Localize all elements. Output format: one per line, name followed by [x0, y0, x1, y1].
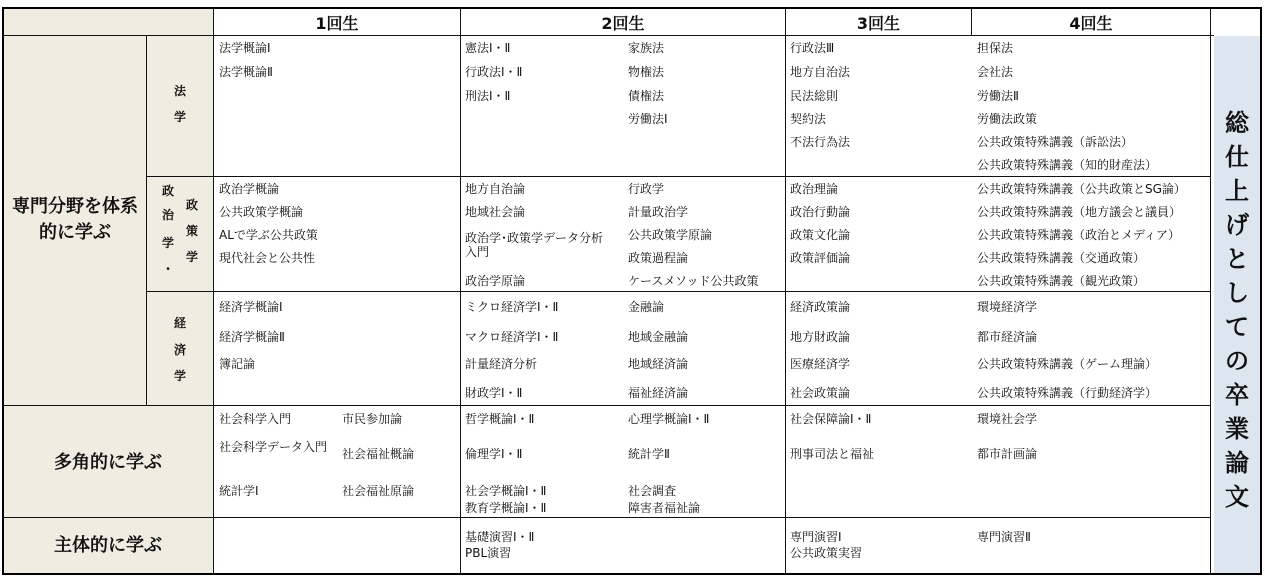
active-y2-0: 基礎演習Ⅰ・Ⅱ [465, 530, 535, 544]
multi-y3-0: 社会保障論Ⅰ・Ⅱ [790, 412, 872, 426]
law-y4-3: 労働法政策 [977, 112, 1038, 126]
pol-y3-1: 政治行動論 [790, 205, 851, 219]
hline-senmon-multi [3, 405, 1210, 406]
vline-y4-thesis [1210, 9, 1211, 574]
thesis-char-2: 上 [1225, 177, 1249, 205]
pol-y2b-1: 計量政治学 [628, 205, 689, 219]
multi-y2a-2: 社会学概論Ⅰ・Ⅱ [465, 484, 547, 498]
header-corner [3, 9, 213, 35]
eco-y2a-1: マクロ経済学Ⅰ・Ⅱ [465, 330, 559, 344]
pol-y1-1: 公共政策学概論 [219, 205, 304, 219]
active-y3-0: 専門演習Ⅰ [790, 530, 842, 544]
active-y2-1: PBL演習 [465, 546, 512, 560]
field-keizai-label-0: 経 [173, 316, 186, 330]
thesis-char-11: 文 [1225, 483, 1249, 511]
category-senmon-label: 専門分野を体系的に学ぶ [12, 196, 138, 243]
category-takaku-label: 多角的に学ぶ [54, 452, 162, 473]
pol-y3-2: 政策文化論 [790, 228, 851, 242]
law-y2a-1: 行政法Ⅰ・Ⅱ [465, 65, 523, 79]
header-year-2: 2回生 [601, 13, 645, 33]
multi-y3-1: 刑事司法と福祉 [790, 447, 875, 461]
multi-y2b-3: 障害者福祉論 [628, 501, 701, 515]
multi-y1b-0: 市民参加論 [342, 412, 403, 426]
eco-y2b-3: 福祉経済論 [628, 386, 689, 400]
vline-field-y1 [213, 9, 214, 574]
eco-y3-2: 医療経済学 [790, 357, 851, 371]
category-shutai-label: 主体的に学ぶ [54, 535, 162, 556]
eco-y2b-2: 地域経済論 [628, 357, 689, 371]
law-y4-2: 労働法Ⅱ [977, 89, 1019, 103]
vline-left [2, 7, 4, 575]
eco-y4-3: 公共政策特殊講義（行動経済学） [977, 386, 1158, 400]
pol-y2a-3: 政治学原論 [465, 274, 526, 288]
hline-pol-eco [147, 291, 1210, 292]
multi-y2b-0: 心理学概論Ⅰ・Ⅱ [628, 412, 710, 426]
law-y4-5: 公共政策特殊講義（知的財産法） [977, 158, 1158, 172]
thesis-char-1: 仕 [1225, 143, 1249, 171]
pol-y1-0: 政治学概論 [219, 182, 280, 196]
hline-multi-active [3, 517, 1210, 518]
thesis-char-3: げ [1225, 211, 1249, 239]
pol-y4-1: 公共政策特殊講義（地方議会と議員） [977, 205, 1182, 219]
eco-y1-2: 簿記論 [219, 357, 256, 371]
law-y1-0: 法学概論Ⅰ [219, 41, 271, 55]
field-keizai-label-2: 学 [173, 369, 186, 383]
multi-y2b-1: 統計学Ⅱ [628, 447, 670, 461]
thesis-char-6: て [1225, 313, 1249, 341]
eco-y2a-3: 財政学Ⅰ・Ⅱ [465, 386, 523, 400]
eco-y2b-0: 金融論 [628, 300, 665, 314]
field-hou-label-0: 法 [173, 84, 186, 98]
multi-y2a-1: 倫理学Ⅰ・Ⅱ [465, 447, 523, 461]
field-seisaku-label-0: 政 [185, 198, 198, 212]
pol-y2a-1: 地域社会論 [465, 205, 526, 219]
eco-y2a-0: ミクロ経済学Ⅰ・Ⅱ [465, 300, 559, 314]
vline-y3-y4 [971, 9, 972, 36]
multi-y4-0: 環境社会学 [977, 412, 1038, 426]
field-seisaku-label-2: 学 [185, 250, 198, 264]
pol-y4-0: 公共政策特殊講義（公共政策とSG論） [977, 182, 1186, 196]
law-y2a-0: 憲法Ⅰ・Ⅱ [465, 41, 511, 55]
law-y3-0: 行政法Ⅲ [790, 41, 835, 55]
field-seiji-label-1: 治 [161, 208, 174, 222]
thesis-char-9: 業 [1225, 415, 1249, 443]
pol-y4-2: 公共政策特殊講義（政治とメディア） [977, 228, 1181, 242]
field-seiji-label-2: 学 [161, 236, 174, 250]
law-y4-4: 公共政策特殊講義（訴訟法） [977, 135, 1134, 149]
header-year-1: 1回生 [315, 13, 359, 33]
vline-right [1260, 7, 1262, 575]
thesis-char-7: の [1225, 347, 1249, 375]
eco-y3-1: 地方財政論 [790, 330, 851, 344]
pol-y4-3: 公共政策特殊講義（交通政策） [977, 251, 1146, 265]
active-y3-1: 公共政策実習 [790, 546, 863, 560]
field-seiji-label-0: 政 [161, 184, 174, 198]
active-y4-0: 専門演習Ⅱ [977, 530, 1031, 544]
field-keizai-label-1: 済 [173, 343, 186, 357]
pol-y2a-0: 地方自治論 [465, 182, 526, 196]
eco-y4-0: 環境経済学 [977, 300, 1038, 314]
multi-y2b-2: 社会調査 [628, 484, 677, 498]
multi-y1b-2: 社会福祉原論 [342, 484, 415, 498]
eco-y3-3: 社会政策論 [790, 386, 851, 400]
multi-y4-1: 都市計画論 [977, 447, 1038, 461]
vline-y2-y3 [785, 9, 786, 574]
thesis-char-8: 卒 [1225, 381, 1249, 409]
pol-y2b-4: ケースメソッド公共政策 [628, 274, 759, 288]
pol-y4-4: 公共政策特殊講義（観光政策） [977, 274, 1146, 288]
multi-y1a-0: 社会科学入門 [219, 412, 292, 426]
eco-y3-0: 経済政策論 [790, 300, 851, 314]
hline-bottom [3, 573, 1262, 575]
pol-y2a-2: 政治学･政策学データ分析入門 [465, 231, 604, 259]
thesis-char-5: し [1225, 279, 1249, 307]
eco-y1-1: 経済学概論Ⅱ [219, 330, 285, 344]
eco-y2a-2: 計量経済分析 [465, 357, 538, 371]
pol-y3-0: 政治理論 [790, 182, 839, 196]
law-y2b-1: 物権法 [628, 65, 665, 79]
eco-y4-1: 都市経済論 [977, 330, 1038, 344]
law-y4-0: 担保法 [977, 41, 1014, 55]
law-y2b-2: 債権法 [628, 89, 665, 103]
multi-y1a-1: 社会科学データ入門 [219, 440, 328, 454]
eco-y1-0: 経済学概論Ⅰ [219, 300, 283, 314]
pol-y2b-2: 公共政策学原論 [628, 228, 713, 242]
thesis-char-0: 総 [1225, 109, 1249, 137]
pol-y2b-3: 政策過程論 [628, 251, 689, 265]
eco-y4-2: 公共政策特殊講義（ゲーム理論） [977, 357, 1158, 371]
header-year-3: 3回生 [856, 13, 901, 33]
hline-header [3, 35, 1214, 36]
law-y1-1: 法学概論Ⅱ [219, 65, 273, 79]
law-y3-3: 契約法 [790, 112, 827, 126]
header-year-4: 4回生 [1069, 13, 1113, 33]
law-y2b-0: 家族法 [628, 41, 665, 55]
pol-y1-3: 現代社会と公共性 [219, 251, 316, 265]
pol-y3-3: 政策評価論 [790, 251, 851, 265]
law-y3-1: 地方自治法 [790, 65, 851, 79]
multi-y2a-0: 哲学概論Ⅰ・Ⅱ [465, 412, 535, 426]
vline-cat-field [146, 36, 147, 406]
multi-y2a-3: 教育学概論Ⅰ・Ⅱ [465, 501, 547, 515]
eco-y2b-1: 地域金融論 [628, 330, 689, 344]
hline-law-pol [147, 176, 1210, 177]
field-seiji-label-3: ・ [161, 262, 174, 276]
multi-y1a-2: 統計学Ⅰ [219, 484, 259, 498]
pol-y2b-0: 行政学 [628, 182, 665, 196]
pol-y1-2: ALで学ぶ公共政策 [219, 228, 318, 242]
law-y3-4: 不法行為法 [790, 135, 851, 149]
law-y2b-3: 労働法Ⅰ [628, 112, 668, 126]
thesis-char-10: 論 [1225, 449, 1249, 477]
law-y4-1: 会社法 [977, 65, 1014, 79]
law-y2a-2: 刑法Ⅰ・Ⅱ [465, 89, 511, 103]
law-y3-2: 民法総則 [790, 89, 839, 103]
hline-top [3, 7, 1262, 9]
field-seisaku-label-1: 策 [185, 224, 198, 238]
thesis-char-4: と [1225, 245, 1249, 273]
field-hou-label-1: 学 [173, 110, 186, 124]
multi-y1b-1: 社会福祉概論 [342, 447, 415, 461]
vline-y1-y2 [460, 9, 461, 574]
